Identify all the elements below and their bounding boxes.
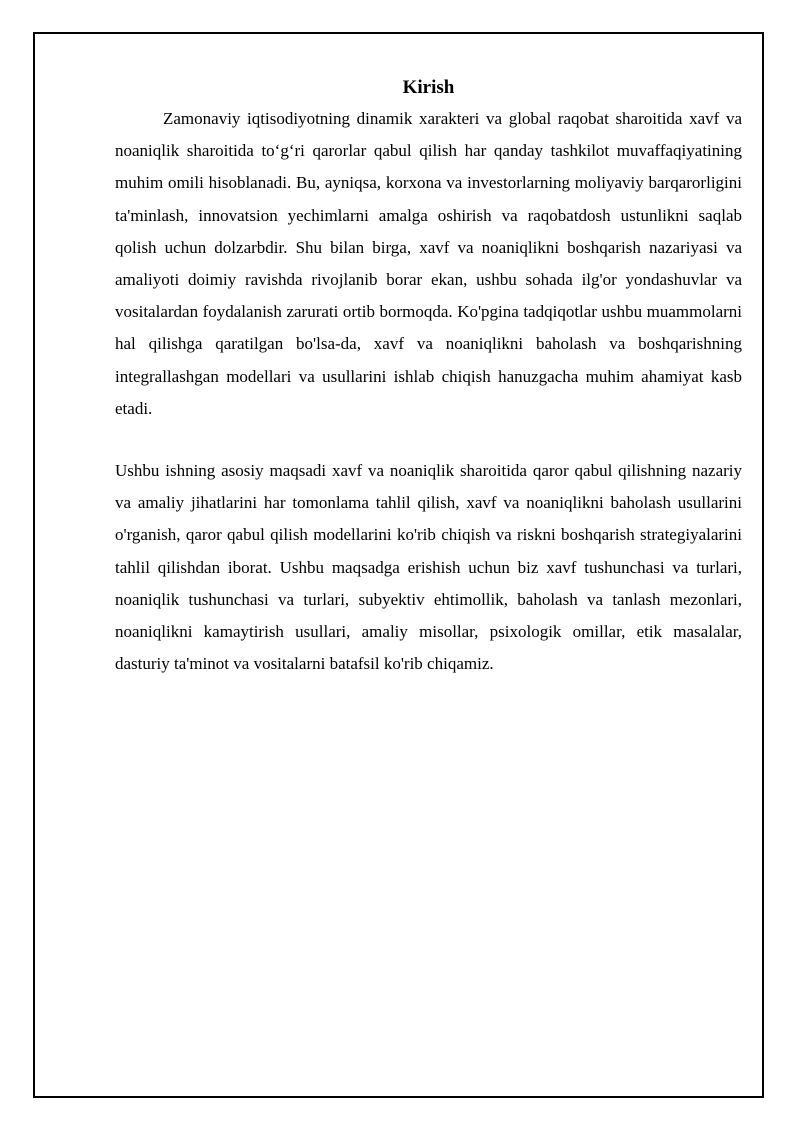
document-title: Kirish [402, 77, 455, 98]
paragraph-goal: Ushbu ishning asosiy maqsadi xavf va noaniqlik sharoitida qaror qabul qilishning nazariy va amaliy jihatlarini har tomonlama tahlil qilish, xavf va noaniqlikni baholash usullarini o'rganish, qaror qabul qilish modellarini ko'rib chiqish va riskni boshqarish strategiyalarini tahlil qilishdan iborat. Ushbu maqsadga erishish uchun biz xavf tushunchasi va turlari, noaniqlik tushunchasi va turlari, subyektiv ehtimollik, baholash va tanlash mezonlari, noaniqlikni kamaytirish usullari, amaliy misollar, psixologik omillar, etik masalalar, dasturiy ta'minot va vositalarni batafsil ko'rib chiqamiz. [115, 461, 742, 674]
document-body [115, 73, 742, 680]
paragraph-introduction: Zamonaviy iqtisodiyotning dinamik xarakteri va global raqobat sharoitida xavf va noaniqlik sharoitida to‘g‘ri qarorlar qabul qilish har qanday tashkilot muvaffaqiyatining muhim omili hisoblanadi. Bu, ayniqsa, korxona va investorlarning moliyaviy barqarorligini ta'minlash, innovatsion yechimlarni amalga oshirish va raqobatdosh ustunlikni saqlab qolish uchun dolzarbdir. Shu bilan birga, xavf va noaniqlikni boshqarish nazariyasi va amaliyoti doimiy ravishda rivojlanib borar ekan, ushbu sohada ilg'or yondashuvlar va vositalardan foydalanish zarurati ortib bormoqda. Ko'pgina tadqiqotlar ushbu muammolarni hal qilishga qaratilgan bo'lsa-da, xavf va noaniqlikni baholash va boshqarishning integrallashgan modellari va usullarini ishlab chiqish hanuzgacha muhim ahamiyat kasb etadi. [115, 109, 742, 418]
paragraph-spacer [115, 425, 742, 455]
